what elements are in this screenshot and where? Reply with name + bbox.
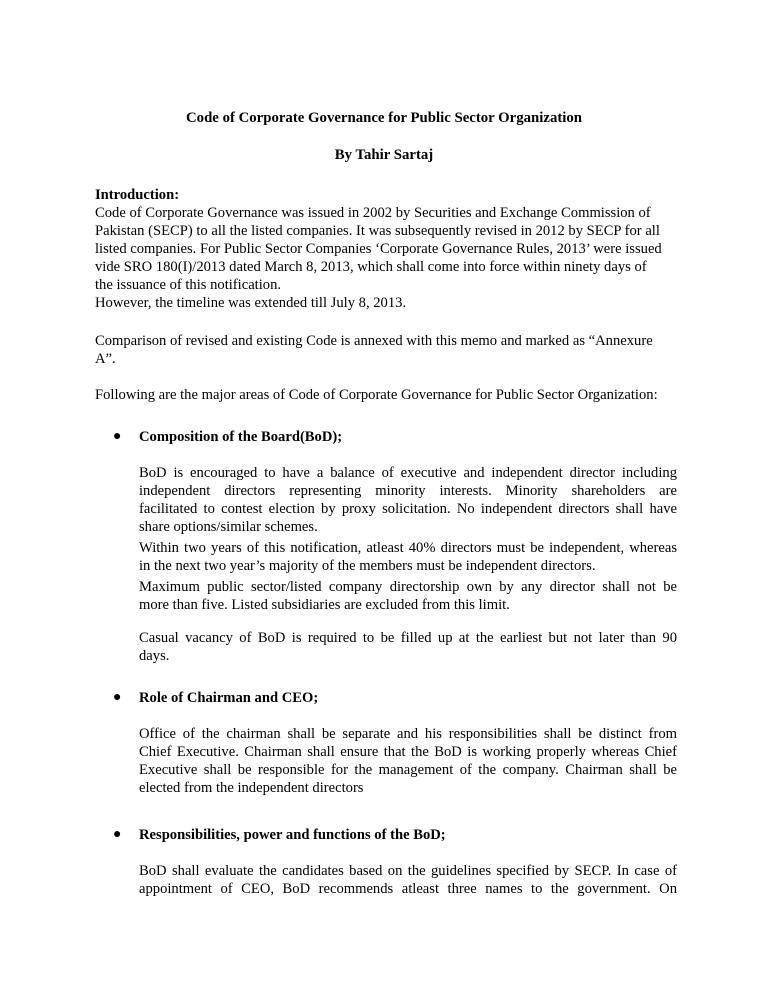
intro-line: Code of Corporate Governance was issued in 2002 by Securities and Exchange Commission of bbox=[95, 205, 651, 221]
section-paragraph: BoD is encouraged to have a balance of executive and independent director including independent directors representing minority interests. Minority shareholders are facilitated to contest election by proxy solicitation. No independent directors shall have share options/similar schemes. bbox=[139, 465, 677, 535]
bullet-icon: ● bbox=[113, 690, 122, 705]
document-author: By Tahir Sartaj bbox=[334, 147, 434, 163]
comparison-line: Comparison of revised and existing Code is annexed with this memo and marked as “Annexure bbox=[95, 333, 653, 349]
intro-line: Pakistan (SECP) to all the listed companies. It was subsequently revised in 2012 by SECP for all bbox=[95, 223, 660, 239]
following-paragraph bbox=[95, 386, 677, 404]
section-paragraph: Within two years of this notification, atleast 40% directors must be independent, whereas in the next two year’s majority of the members must be independent directors. bbox=[139, 540, 677, 574]
document-title: Code of Corporate Governance for Public Sector Organization bbox=[185, 110, 583, 126]
section-heading: Composition of the Board(BoD); bbox=[139, 429, 343, 445]
bullet-icon: ● bbox=[113, 429, 122, 444]
section-paragraph: BoD shall evaluate the candidates based on the guidelines specified by SECP. In case of appointment of CEO, BoD recommends atleast three names to the government. On bbox=[139, 863, 677, 897]
bullet-icon: ● bbox=[113, 827, 122, 842]
comparison-paragraph bbox=[95, 332, 677, 368]
section-heading: Responsibilities, power and functions of the BoD; bbox=[139, 827, 446, 843]
section-paragraph: Maximum public sector/listed company directorship own by any director shall not be more than five. Listed subsidiaries are excluded from this limit. bbox=[139, 579, 677, 613]
section-paragraph: Casual vacancy of BoD is required to be filled up at the earliest but not later than 90 days. bbox=[139, 630, 677, 664]
intro-line: vide SRO 180(I)/2013 dated March 8, 2013, which shall come into force within ninety days of bbox=[95, 259, 647, 275]
intro-line: the issuance of this notification. bbox=[95, 277, 282, 293]
intro-line: However, the timeline was extended till July 8, 2013. bbox=[95, 295, 407, 311]
intro-paragraph bbox=[95, 204, 677, 312]
section-heading: Role of Chairman and CEO; bbox=[139, 690, 319, 706]
intro-heading: Introduction: bbox=[95, 187, 180, 203]
comparison-line: A”. bbox=[95, 351, 116, 367]
intro-line: listed companies. For Public Sector Companies ‘Corporate Governance Rules, 2013’ were issued bbox=[95, 241, 662, 257]
section-paragraph: Office of the chairman shall be separate and his responsibilities shall be distinct from Chief Executive. Chairman shall ensure that the BoD is working properly whereas Chief Executive shall be responsible for the management of the company. Chairman shall be elected from the independent directors bbox=[139, 726, 677, 796]
following-line: Following are the major areas of Code of Corporate Governance for Public Sector Organization: bbox=[95, 387, 658, 403]
